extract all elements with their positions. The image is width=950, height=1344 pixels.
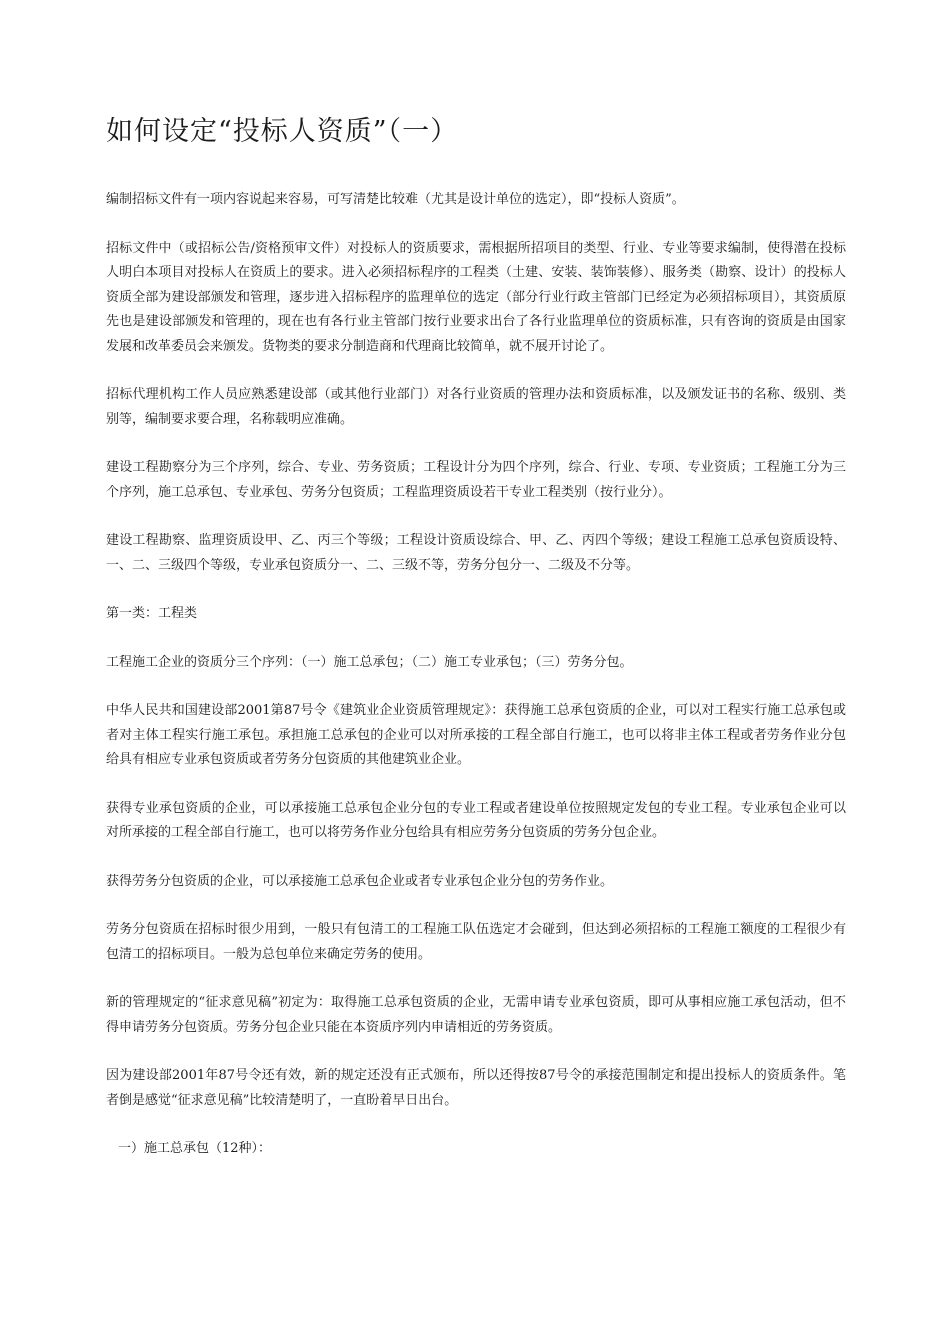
paragraph-grades: 建设工程勘察、监理资质设甲、乙、丙三个等级；工程设计资质设综合、甲、乙、丙四个等级；建设工程施工总承包资质设特、一、二、三级四个等级，专业承包资质分一、二、三级不等，劳务分包分一、二级及不分等。 xyxy=(106,533,846,573)
paragraph-intro: 编制招标文件有一项内容说起来容易，可写清楚比较难（尤其是设计单位的选定），即“投标人资质”。 xyxy=(106,192,685,207)
paragraph-still-valid: 因为建设部2001年87号令还有效，新的规定还没有正式颁布，所以还得按87号令的承接范围制定和提出投标人的资质条件。笔者倒是感觉“征求意见稿”比较清楚明了，一直盼着早日出台。 xyxy=(106,1068,846,1108)
section-heading-engineering: 第一类：工程类 xyxy=(106,606,198,621)
paragraph-construction-sequences: 工程施工企业的资质分三个序列：（一）施工总承包；（二）施工专业承包；（三）劳务分包。 xyxy=(106,654,633,670)
document-page xyxy=(106,114,846,1186)
paragraph-specialty-contracting: 获得专业承包资质的企业，可以承接施工总承包企业分包的专业工程或者建设单位按照规定发包的专业工程。专业承包企业可以对所承接的工程全部自行施工，也可以将劳务作业分包给具有相应劳务分包资质的劳务分包企业。 xyxy=(106,800,846,840)
paragraph-decree-87: 中华人民共和国建设部2001第87号令《建筑业企业资质管理规定》：获得施工总承包资质的企业，可以对工程实行施工总承包或者对主体工程实行施工承包。承担施工总承包的企业可以对所承接的工程全部自行施工，也可以将非主体工程或者劳务作业分包给具有相应专业承包资质或者劳务分包资质的其他建筑业企业。 xyxy=(106,703,846,767)
page-title: 如何设定“投标人资质”（一） xyxy=(106,116,459,147)
subheading-general-contracting: 一）施工总承包（12种）： xyxy=(118,1141,272,1156)
paragraph-labor-subcontracting: 获得劳务分包资质的企业，可以承接施工总承包企业或者专业承包企业分包的劳务作业。 xyxy=(106,873,614,889)
paragraph-draft-rules: 新的管理规定的“征求意见稿”初定为：取得施工总承包资质的企业，无需申请专业承包资质，即可从事相应施工承包活动，但不得申请劳务分包资质。劳务分包企业只能在本资质序列内申请相近的劳务资质。 xyxy=(106,995,846,1035)
paragraph-labor-usage: 劳务分包资质在招标时很少用到，一般只有包清工的工程施工队伍选定才会碰到，但达到必须招标的工程施工额度的工程很少有包清工的招标项目。一般为总包单位来确定劳务的使用。 xyxy=(106,922,846,962)
paragraph-agency-staff: 招标代理机构工作人员应熟悉建设部（或其他行业部门）对各行业资质的管理办法和资质标准，以及颁发证书的名称、级别、类别等，编制要求要合理，名称载明应准确。 xyxy=(106,387,846,427)
paragraph-sequences: 建设工程勘察分为三个序列，综合、专业、劳务资质；工程设计分为四个序列，综合、行业、专项、专业资质；工程施工分为三个序列，施工总承包、专业承包、劳务分包资质；工程监理资质设若干专业工程类别（按行业分）。 xyxy=(106,460,846,500)
paragraph-qualification-requirements: 招标文件中（或招标公告/资格预审文件）对投标人的资质要求，需根据所招项目的类型、行业、专业等要求编制，使得潜在投标人明白本项目对投标人在资质上的要求。进入必须招标程序的工程类（土建、安装、装饰装修）、服务类（勘察、设计）的投标人资质全部为建设部颁发和管理，逐步进入招标程序的监理单位的选定（部分行业行政主管部门已经定为必须招标项目），其资质原先也是建设部颁发和管理的，现在也有各行业主管部门按行业要求出台了各行业监理单位的资质标准，只有咨询的资质是由国家发展和改革委员会来颁发。货物类的要求分制造商和代理商比较简单，就不展开讨论了。 xyxy=(106,240,846,354)
